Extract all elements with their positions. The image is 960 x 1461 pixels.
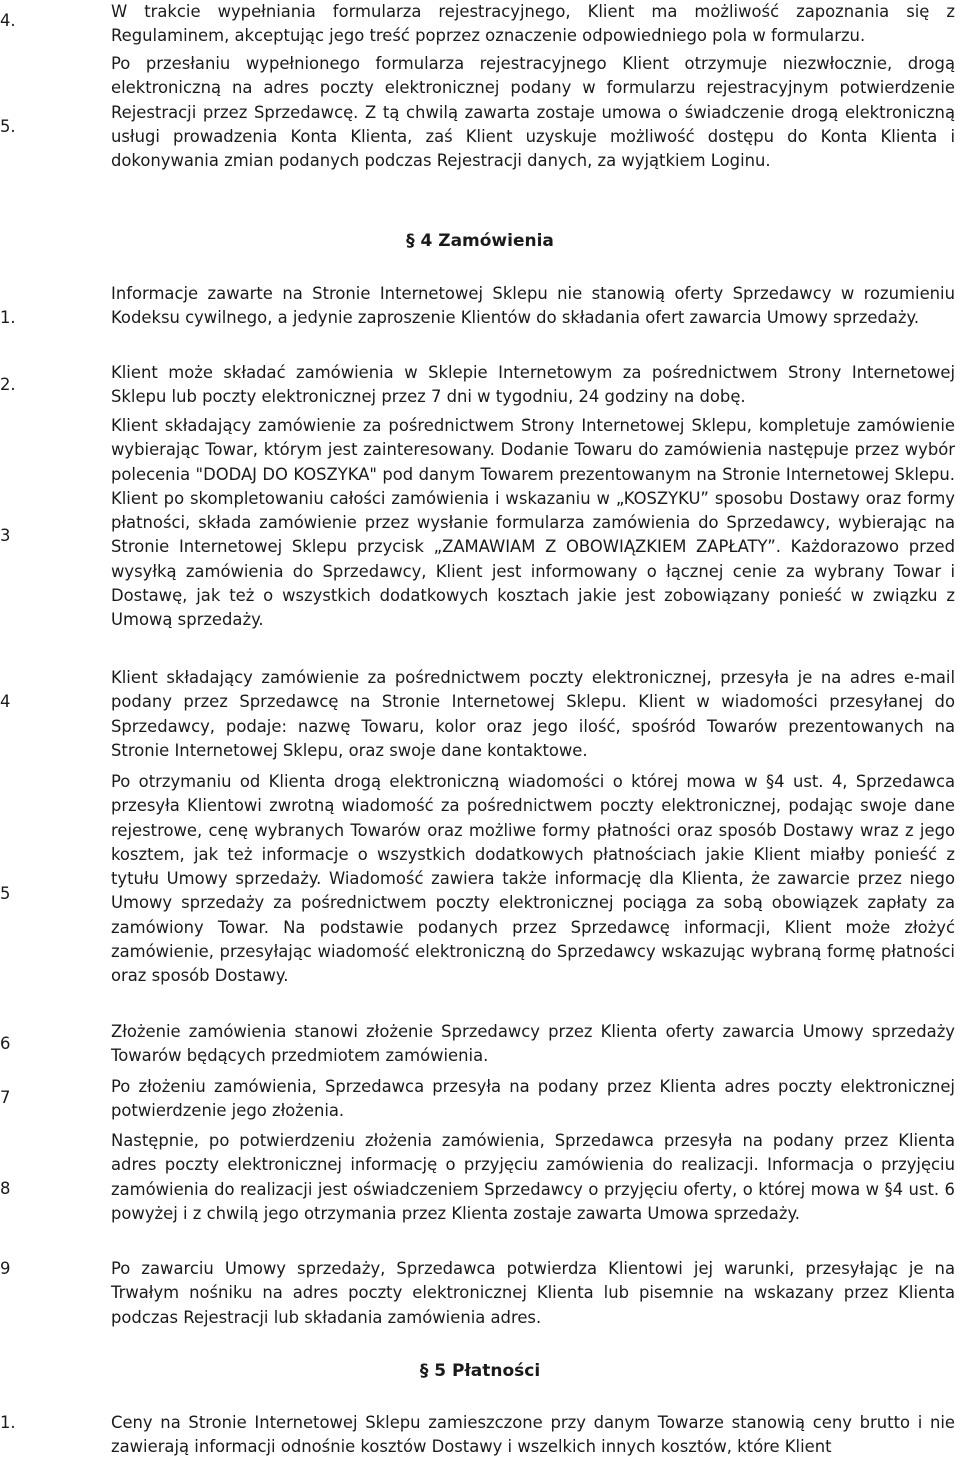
item-text: Ceny na Stronie Internetowej Sklepu zamieszczone przy danym Towarze stanowią ceny brutto i nie zawierają informacji odnośnie kosztów Dostawy i wszelkich innych kosztów, które Klient [111, 1413, 955, 1457]
item-text: Po złożeniu zamówienia, Sprzedawca przesyła na podany przez Klienta adres poczty elektronicznej potwierdzenie jego złożenia. [111, 1077, 955, 1121]
item-text: Po przesłaniu wypełnionego formularza rejestracyjnego Klient otrzymuje niezwłocznie, drogą elektroniczną na adres poczty elektronicznej podany w formularzu rejestracyjnym potwierdzenie Rejestracji przez Sprzedawcę. Z tą chwilą zawarta zostaje umowa o świadczenie drogą elektroniczną usługi prowadzenia Konta Klienta, zaś Klient uzyskuje możliwość dostępu do Konta Klienta i dokonywania zmian podanych podczas Rejestracji danych, za wyjątkiem Loginu. [111, 54, 955, 171]
item-number: 1. [0, 308, 16, 327]
item-number: 1. [0, 1413, 16, 1432]
section-heading: § 4 Zamówienia [406, 231, 554, 251]
item-number: 8 [0, 1179, 11, 1198]
item-number: 4. [0, 11, 16, 30]
item-number: 2. [0, 375, 16, 394]
item-text: Złożenie zamówienia stanowi złożenie Sprzedawcy przez Klienta oferty zawarcia Umowy sprzedaży Towarów będących przedmiotem zamówienia. [111, 1022, 955, 1066]
item-text: Klient składający zamówienie za pośrednictwem poczty elektronicznej, przesyła je na adres e-mail podany przez Sprzedawcę na Stronie Internetowej Sklepu. Klient w wiadomości przesyłanej do Sprzedawcy, podaje: nazwę Towaru, kolor oraz jego ilość, spośród Towarów prezentowanych na Stronie Internetowej Sklepu, oraz swoje dane kontaktowe. [111, 668, 955, 760]
item-text: Informacje zawarte na Stronie Internetowej Sklepu nie stanowią oferty Sprzedawcy w rozumieniu Kodeksu cywilnego, a jedynie zaproszenie Klientów do składania ofert zawarcia Umowy sprzedaży. [111, 284, 955, 328]
item-number: 9 [0, 1259, 11, 1278]
item-text: Po zawarciu Umowy sprzedaży, Sprzedawca potwierdza Klientowi jej warunki, przesyłając je na Trwałym nośniku na adres poczty elektronicznej Klienta lub pisemnie na wskazany przez Klienta podczas Rejestracji lub składania zamówienia adres. [111, 1259, 955, 1327]
item-text: Po otrzymaniu od Klienta drogą elektroniczną wiadomości o której mowa w §4 ust. 4, Sprzedawca przesyła Klientowi zwrotną wiadomość za pośrednictwem poczty elektronicznej, podając swoje dane rejestrowe, cenę wybranych Towarów oraz możliwe formy płatności oraz sposób Dostawy wraz z jego kosztem, jak też informacje o wszystkich dodatkowych płatnościach jakie Klient miałby ponieść z tytułu Umowy sprzedaży. Wiadomość zawiera także informację dla Klienta, że zawarcie przez niego Umowy sprzedaży za pośrednictwem poczty elektronicznej pociąga za sobą obowiązek zapłaty za zamówiony Towar. Na podstawie podanych przez Sprzedawcę informacji, Klient może złożyć zamówienie, przesyłając wiadomość elektroniczną do Sprzedawcy wskazując wybraną formę płatności oraz sposób Dostawy. [111, 772, 955, 986]
item-text: Następnie, po potwierdzeniu złożenia zamówienia, Sprzedawca przesyła na podany przez Klienta adres poczty elektronicznej informację o przyjęciu zamówienia do realizacji. Informacja o przyjęciu zamówienia do realizacji jest oświadczeniem Sprzedawcy o przyjęciu oferty, o której mowa w §4 ust. 6 powyżej i z chwilą jego otrzymania przez Klienta zostaje zawarta Umowa sprzedaży. [111, 1131, 955, 1223]
item-number: 7 [0, 1088, 11, 1107]
item-number: 5. [0, 117, 16, 136]
item-number: 6 [0, 1034, 11, 1053]
item-number: 3 [0, 526, 11, 545]
item-text: Klient składający zamówienie za pośrednictwem Strony Internetowej Sklepu, kompletuje zamówienie wybierając Towar, którym jest zainteresowany. Dodanie Towaru do zamówienia następuje przez wybór polecenia "DODAJ DO KOSZYKA" pod danym Towarem prezentowanym na Stronie Internetowej Sklepu. Klient po skompletowaniu całości zamówienia i wskazaniu w „KOSZYKU” sposobu Dostawy oraz formy płatności, składa zamówienie przez wysłanie formularza zamówienia do Sprzedawcy, wybierając na Stronie Internetowej Sklepu przycisk „ZAMAWIAM Z OBOWIĄZKIEM ZAPŁATY”. Każdorazowo przed wysyłką zamówienia do Sprzedawcy, Klient jest informowany o łącznej cenie za wybrany Towar i Dostawę, jak też o wszystkich dodatkowych kosztach jakie jest zobowiązany ponieść w związku z Umową sprzedaży. [111, 416, 955, 630]
item-number: 4 [0, 692, 11, 711]
item-number: 5 [0, 884, 11, 903]
item-text: W trakcie wypełniania formularza rejestracyjnego, Klient ma możliwość zapoznania się z Regulaminem, akceptując jego treść poprzez oznaczenie odpowiedniego pola w formularzu. [111, 2, 955, 46]
item-text: Klient może składać zamówienia w Sklepie Internetowym za pośrednictwem Strony Internetowej Sklepu lub poczty elektronicznej przez 7 dni w tygodniu, 24 godziny na dobę. [111, 363, 955, 407]
section-heading: § 5 Płatności [419, 1361, 541, 1381]
